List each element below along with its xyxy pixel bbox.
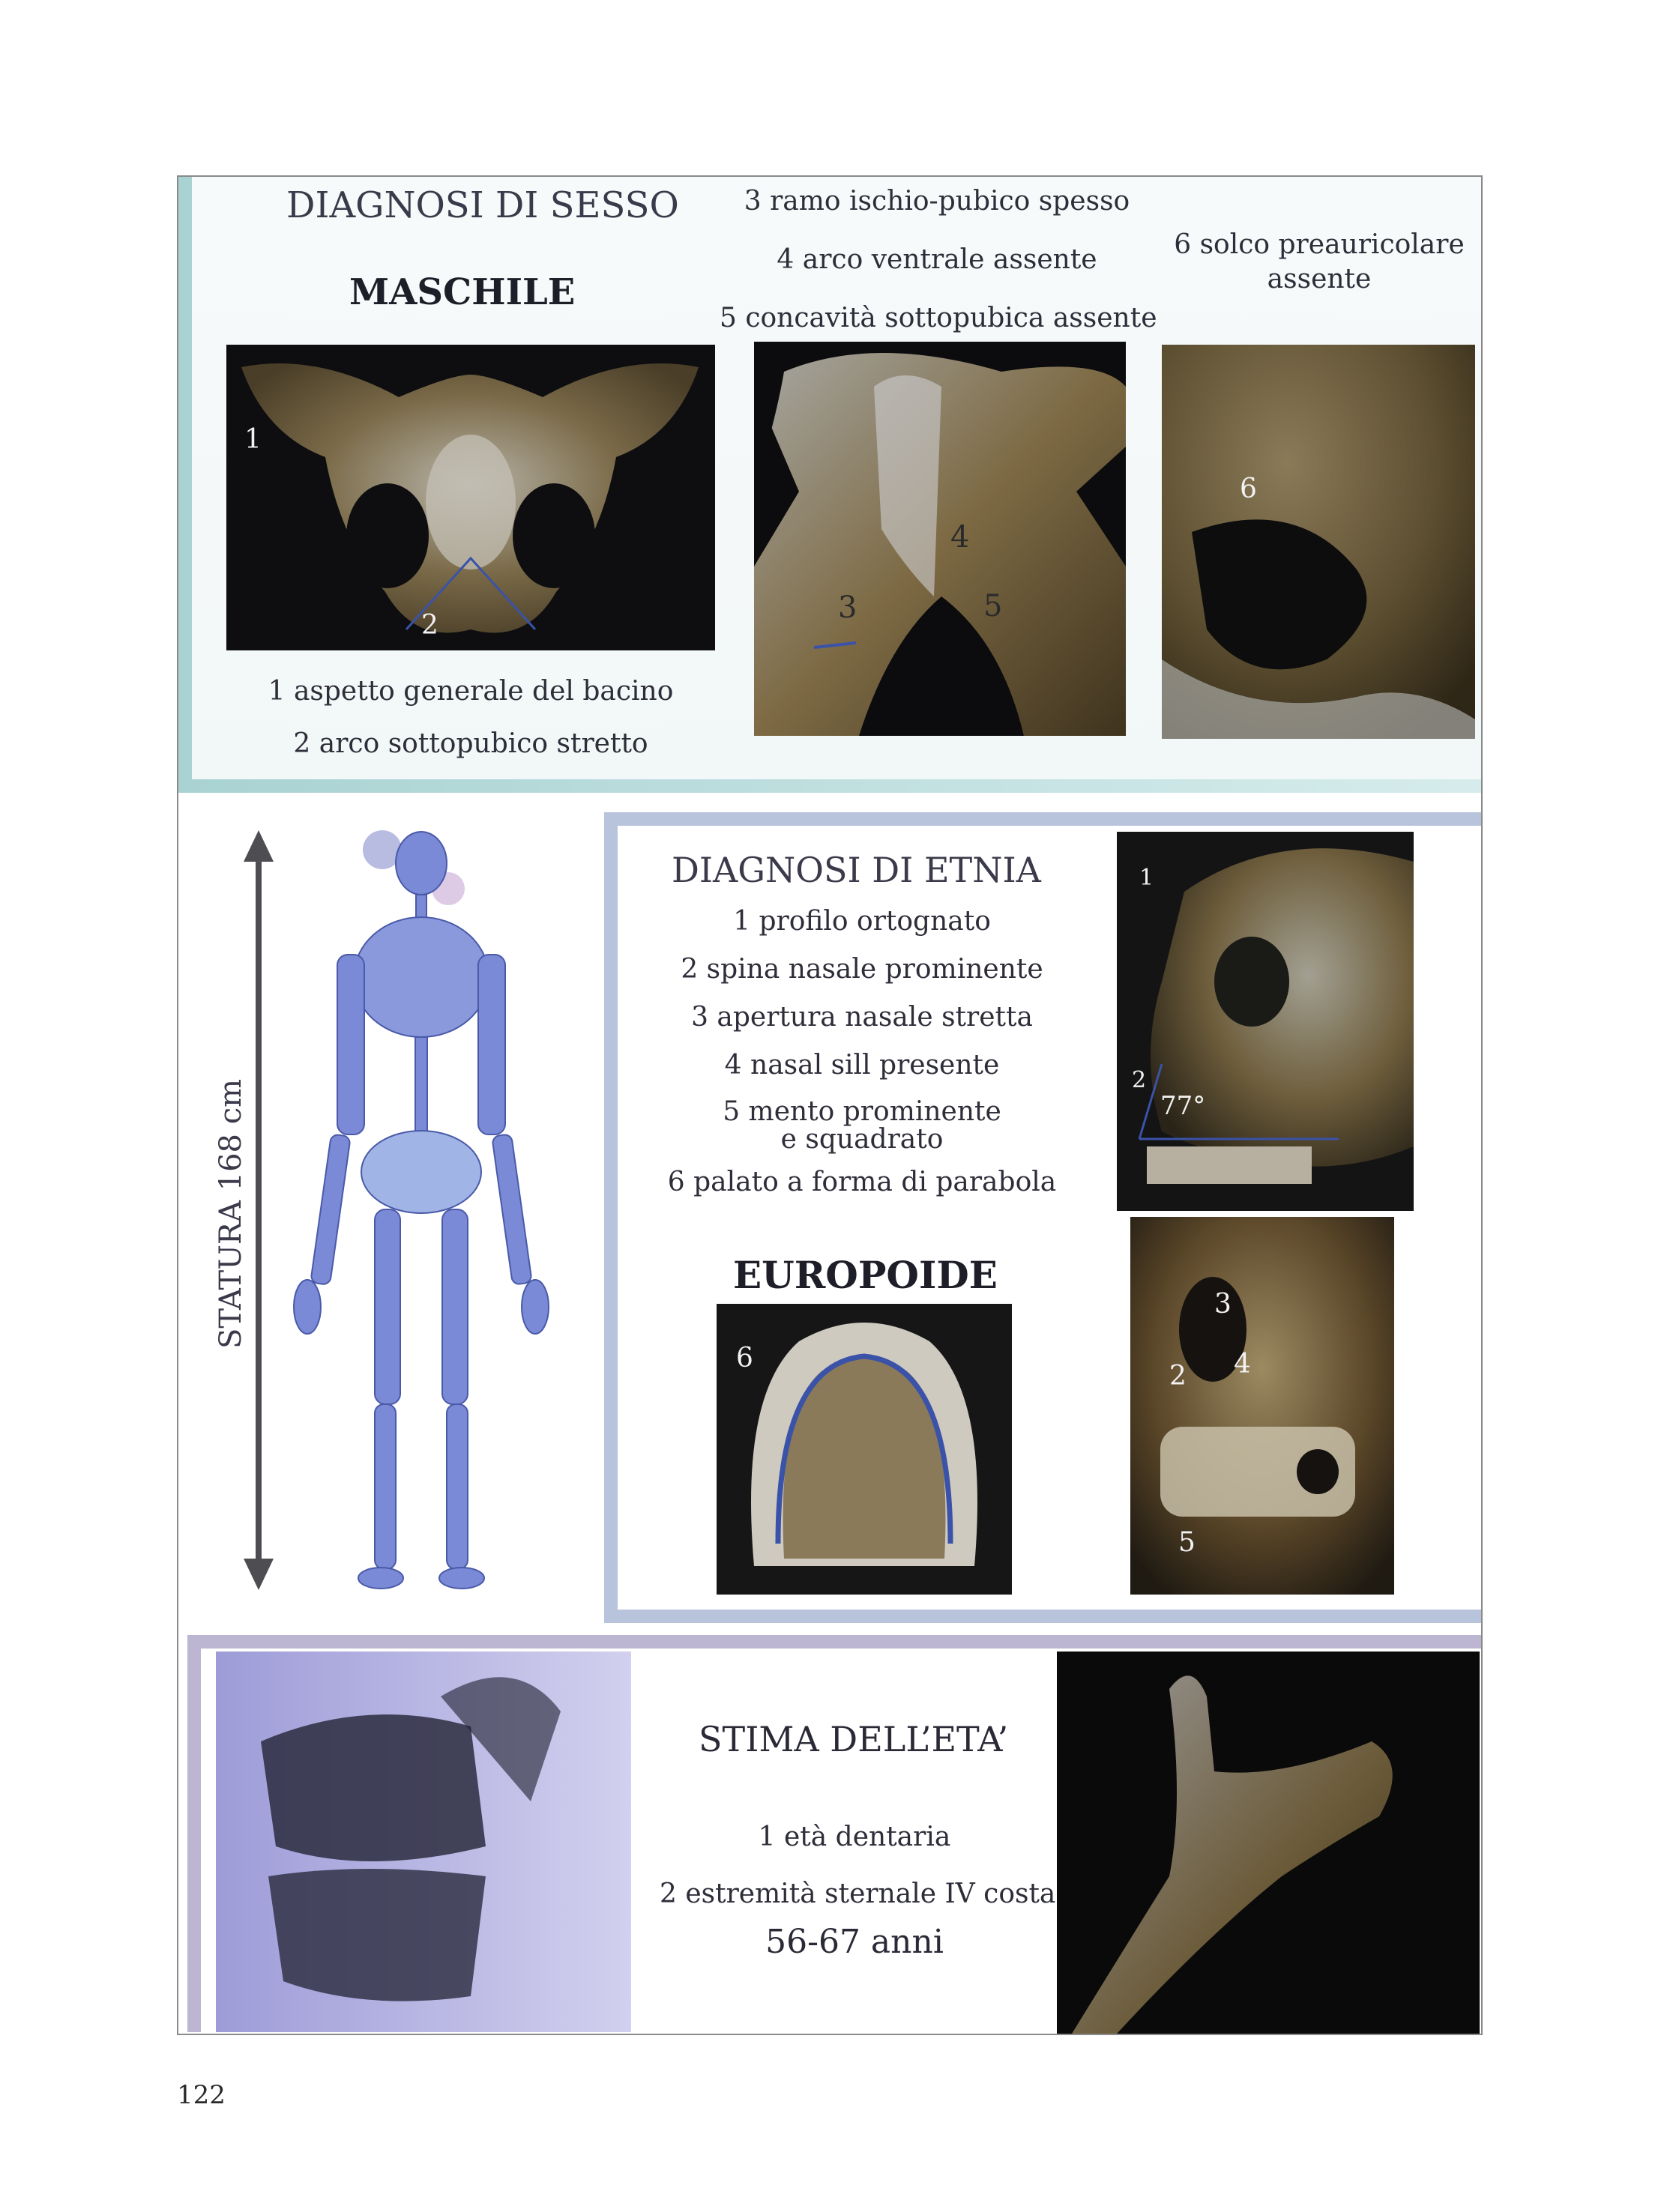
etnia-criterion-1: 1 profilo ortognato	[733, 906, 991, 937]
stature-label-wrap	[208, 1079, 253, 1349]
pelvis-marker-1: 1	[244, 424, 262, 455]
pelvis-photo	[226, 345, 715, 650]
etnia-criterion-2: 2 spina nasale prominente	[681, 954, 1043, 985]
skull-front-marker-2: 2	[1169, 1361, 1187, 1391]
age-criterion-1: 1 età dentaria	[758, 1822, 951, 1852]
age-criterion-2: 2 estremità sternale IV costa	[660, 1879, 1056, 1909]
sex-bottom-bar	[178, 779, 1481, 793]
skull-front-marker-3: 3	[1214, 1289, 1232, 1320]
pubis-marker-4: 4	[950, 520, 970, 554]
pubis-marker-5: 5	[983, 589, 1003, 623]
criterion-2: 2 arco sottopubico stretto	[293, 728, 648, 759]
sex-criteria-pubis	[720, 172, 1157, 348]
age-result: 56-67 anni	[765, 1923, 944, 1961]
skeleton-illustration	[262, 820, 592, 1599]
skull-marker-1: 1	[1139, 865, 1154, 891]
sex-criteria-pelvis	[226, 665, 715, 770]
criterion-1: 1 aspetto generale del bacino	[268, 676, 674, 707]
age-criteria	[660, 1809, 1056, 1923]
criterion-4: 4 arco ventrale assente	[777, 244, 1097, 275]
sex-left-bar	[178, 177, 192, 790]
sex-title: DIAGNOSI DI SESSO	[286, 184, 679, 226]
ilium-photo	[1162, 345, 1475, 739]
palate-photo	[717, 1304, 1012, 1595]
etnia-criterion-3: 3 apertura nasale stretta	[691, 1002, 1033, 1033]
skull-profile-photo	[1117, 832, 1414, 1211]
etnia-criterion-5: 5 mento prominente	[723, 1096, 1001, 1127]
dental-xray-photo	[216, 1652, 631, 2032]
skull-angle: 77°	[1160, 1091, 1206, 1121]
page-number: 122	[177, 2080, 226, 2110]
stature-label: STATURA 168 cm	[214, 1078, 248, 1350]
skull-front-marker-4: 4	[1234, 1349, 1251, 1380]
ethnicity-result: EUROPOIDE	[733, 1253, 998, 1297]
pubis-photo	[754, 342, 1126, 736]
ethnicity-title: DIAGNOSI DI ETNIA	[672, 850, 1041, 890]
palate-marker-6: 6	[736, 1343, 753, 1374]
sex-criteria-ilium	[1169, 228, 1469, 297]
ilium-marker-6: 6	[1240, 474, 1257, 504]
sex-result: MASCHILE	[349, 271, 576, 313]
etnia-criterion-5-cont: e squadrato	[780, 1124, 944, 1155]
rib-photo	[1057, 1652, 1480, 2034]
ethnicity-criteria	[660, 898, 1064, 1206]
skull-front-photo	[1130, 1217, 1394, 1595]
etnia-criterion-4: 4 nasal sill presente	[724, 1050, 1000, 1081]
criterion-3: 3 ramo ischio-pubico spesso	[744, 186, 1130, 217]
etnia-criterion-6: 6 palato a forma di parabola	[667, 1167, 1057, 1197]
pelvis-marker-2: 2	[421, 610, 438, 641]
criterion-5: 5 concavità sottopubica assente	[720, 303, 1157, 333]
skull-front-marker-5: 5	[1178, 1527, 1196, 1558]
criterion-6-cont: assente	[1267, 264, 1372, 294]
skull-marker-2: 2	[1132, 1067, 1147, 1093]
criterion-6: 6 solco preauricolare	[1174, 229, 1465, 260]
pubis-marker-3: 3	[838, 590, 857, 625]
age-title: STIMA DELL’ETA’	[699, 1719, 1009, 1759]
